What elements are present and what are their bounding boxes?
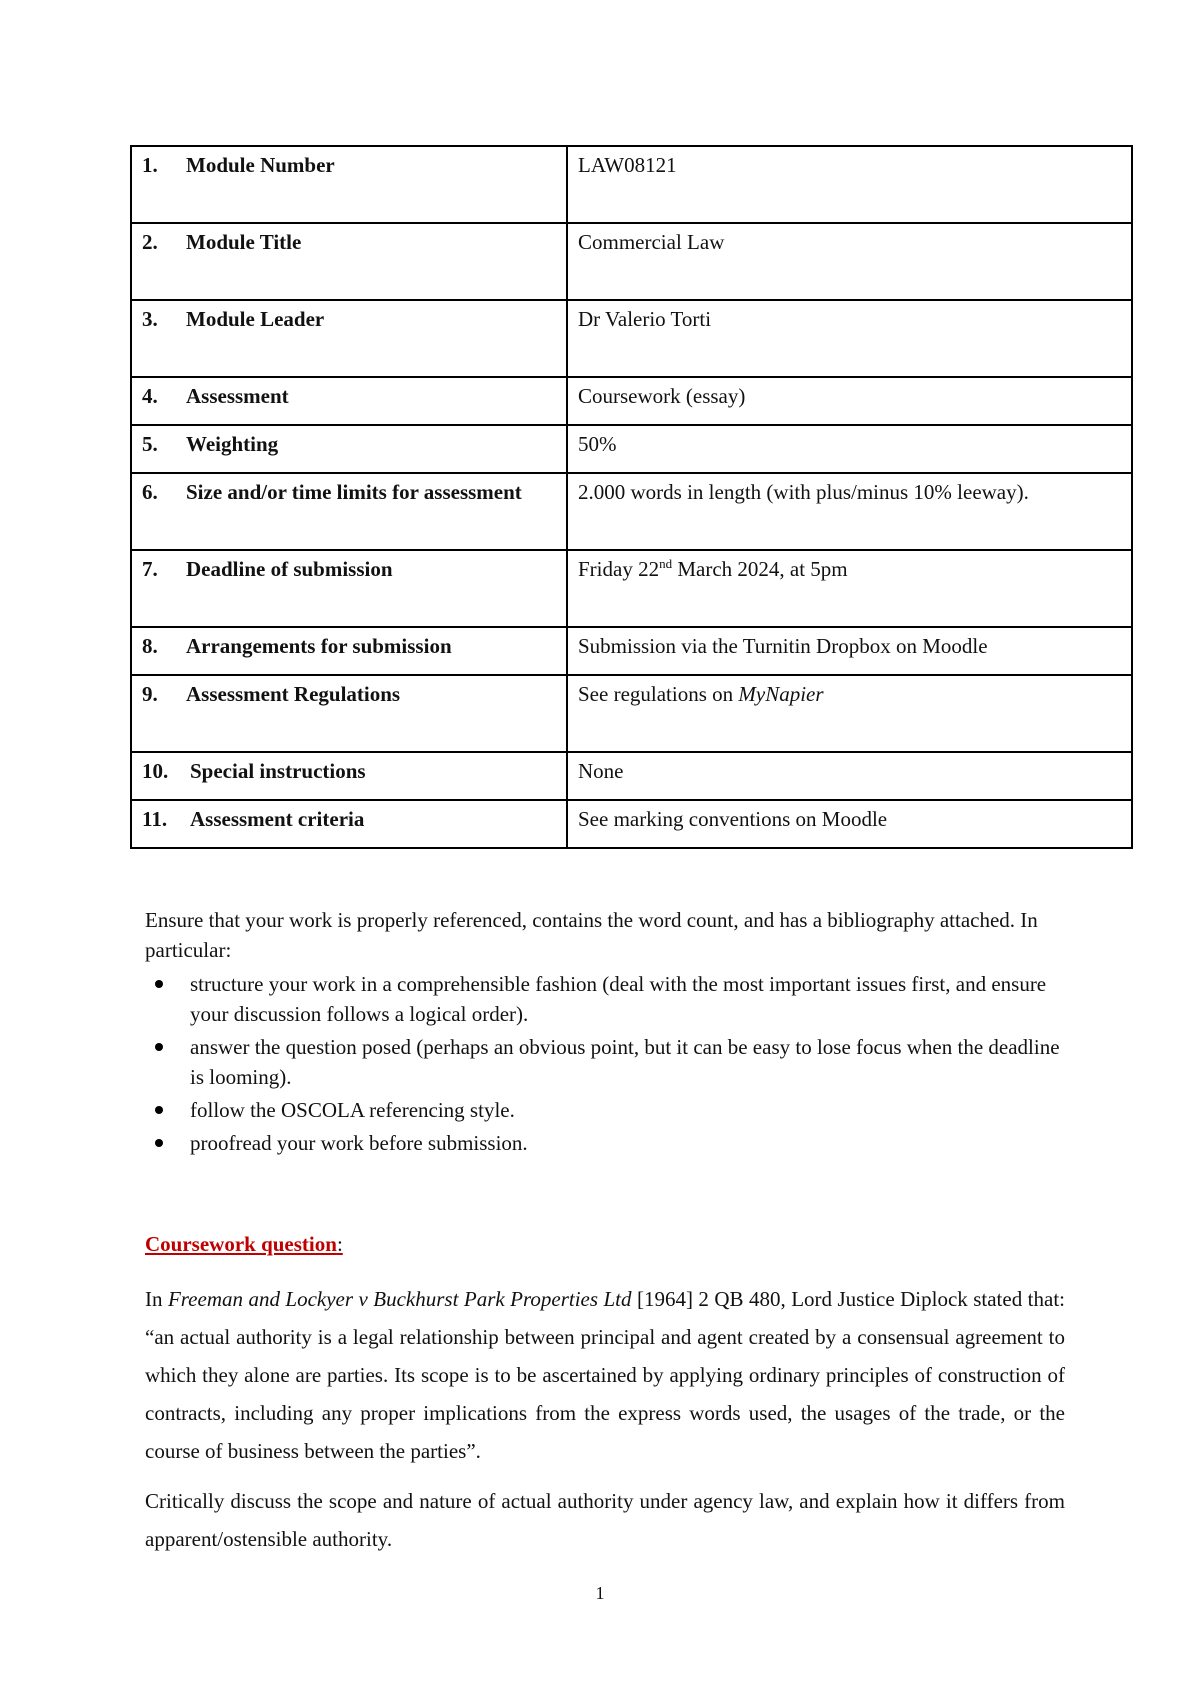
row-value: 2.000 words in length (with plus/minus 10% leeway).: [567, 473, 1132, 550]
module-info-table: [130, 145, 1133, 849]
table-row: [131, 675, 1132, 752]
row-number: 2.: [142, 230, 158, 254]
row-number: 6.: [142, 480, 158, 504]
list-item: proofread your work before submission.: [145, 1128, 1065, 1158]
row-number: 7.: [142, 557, 158, 581]
row-label: Size and/or time limits for assessment: [186, 480, 522, 504]
instructions-section: [145, 905, 1065, 1161]
table-row: [131, 473, 1132, 550]
row-number: 8.: [142, 634, 158, 658]
row-number: 9.: [142, 682, 158, 706]
row-label: Module Title: [186, 230, 302, 254]
table-row: [131, 627, 1132, 675]
row-label: Assessment Regulations: [186, 682, 401, 706]
bullet-icon: [155, 980, 163, 988]
row-label: Weighting: [186, 432, 279, 456]
bullet-icon: [155, 1106, 163, 1114]
row-label: Assessment: [186, 384, 289, 408]
instructions-intro: Ensure that your work is properly referenced, contains the word count, and has a bibliography attached. In particular:: [145, 908, 1038, 962]
table-row: [131, 223, 1132, 300]
row-value: See marking conventions on Moodle: [567, 800, 1132, 848]
row-value: 50%: [567, 425, 1132, 473]
row-value: None: [567, 752, 1132, 800]
list-item: structure your work in a comprehensible fashion (deal with the most important issues first, and ensure your discussion follows a logical order).: [145, 969, 1065, 1029]
table-row: [131, 377, 1132, 425]
row-number: 3.: [142, 307, 158, 331]
row-value: LAW08121: [567, 146, 1132, 223]
list-item: answer the question posed (perhaps an obvious point, but it can be easy to lose focus when the deadline is looming).: [145, 1032, 1065, 1092]
table-row: [131, 146, 1132, 223]
list-item: follow the OSCOLA referencing style.: [145, 1095, 1065, 1125]
instructions-list: [145, 969, 1065, 1158]
row-number: 10.: [142, 759, 169, 783]
table-row: [131, 425, 1132, 473]
question-paragraph: Critically discuss the scope and nature of actual authority under agency law, and explain how it differs from apparent/ostensible authority.: [145, 1489, 1065, 1551]
row-label: Module Number: [186, 153, 335, 177]
row-label: Arrangements for submission: [186, 634, 452, 658]
row-value: Submission via the Turnitin Dropbox on Moodle: [567, 627, 1132, 675]
bullet-icon: [155, 1043, 163, 1051]
row-label: Deadline of submission: [186, 557, 393, 581]
table-row: [131, 550, 1132, 627]
row-label: Special instructions: [190, 759, 366, 783]
row-value: Coursework (essay): [567, 377, 1132, 425]
row-number: 11.: [142, 807, 168, 831]
row-number: 5.: [142, 432, 158, 456]
table-row: [131, 800, 1132, 848]
row-number: 4.: [142, 384, 158, 408]
row-label: Assessment criteria: [190, 807, 365, 831]
table-row: [131, 752, 1132, 800]
row-value: Dr Valerio Torti: [567, 300, 1132, 377]
row-value: Friday 22nd March 2024, at 5pm: [567, 550, 1132, 627]
row-value: Commercial Law: [567, 223, 1132, 300]
row-label: Module Leader: [186, 307, 325, 331]
bullet-icon: [155, 1139, 163, 1147]
coursework-question: [145, 1280, 1065, 1570]
row-number: 1.: [142, 153, 158, 177]
table-row: [131, 300, 1132, 377]
row-value: See regulations on MyNapier: [567, 675, 1132, 752]
coursework-heading: Coursework question:: [145, 1232, 343, 1256]
page-number: 1: [595, 1583, 605, 1603]
question-paragraph: In Freeman and Lockyer v Buckhurst Park Properties Ltd [1964] 2 QB 480, Lord Justice Diplock stated that: “an actual authority is a legal relationship between principal and agent created by a consensual agreement to which they alone are parties. Its scope is to be ascertained by applying ordinary principles of construction of contracts, including any proper implications from the express words used, the usages of the trade, or the course of business between the parties”.: [145, 1287, 1065, 1463]
case-citation: Freeman and Lockyer v Buckhurst Park Properties Ltd: [167, 1287, 632, 1311]
